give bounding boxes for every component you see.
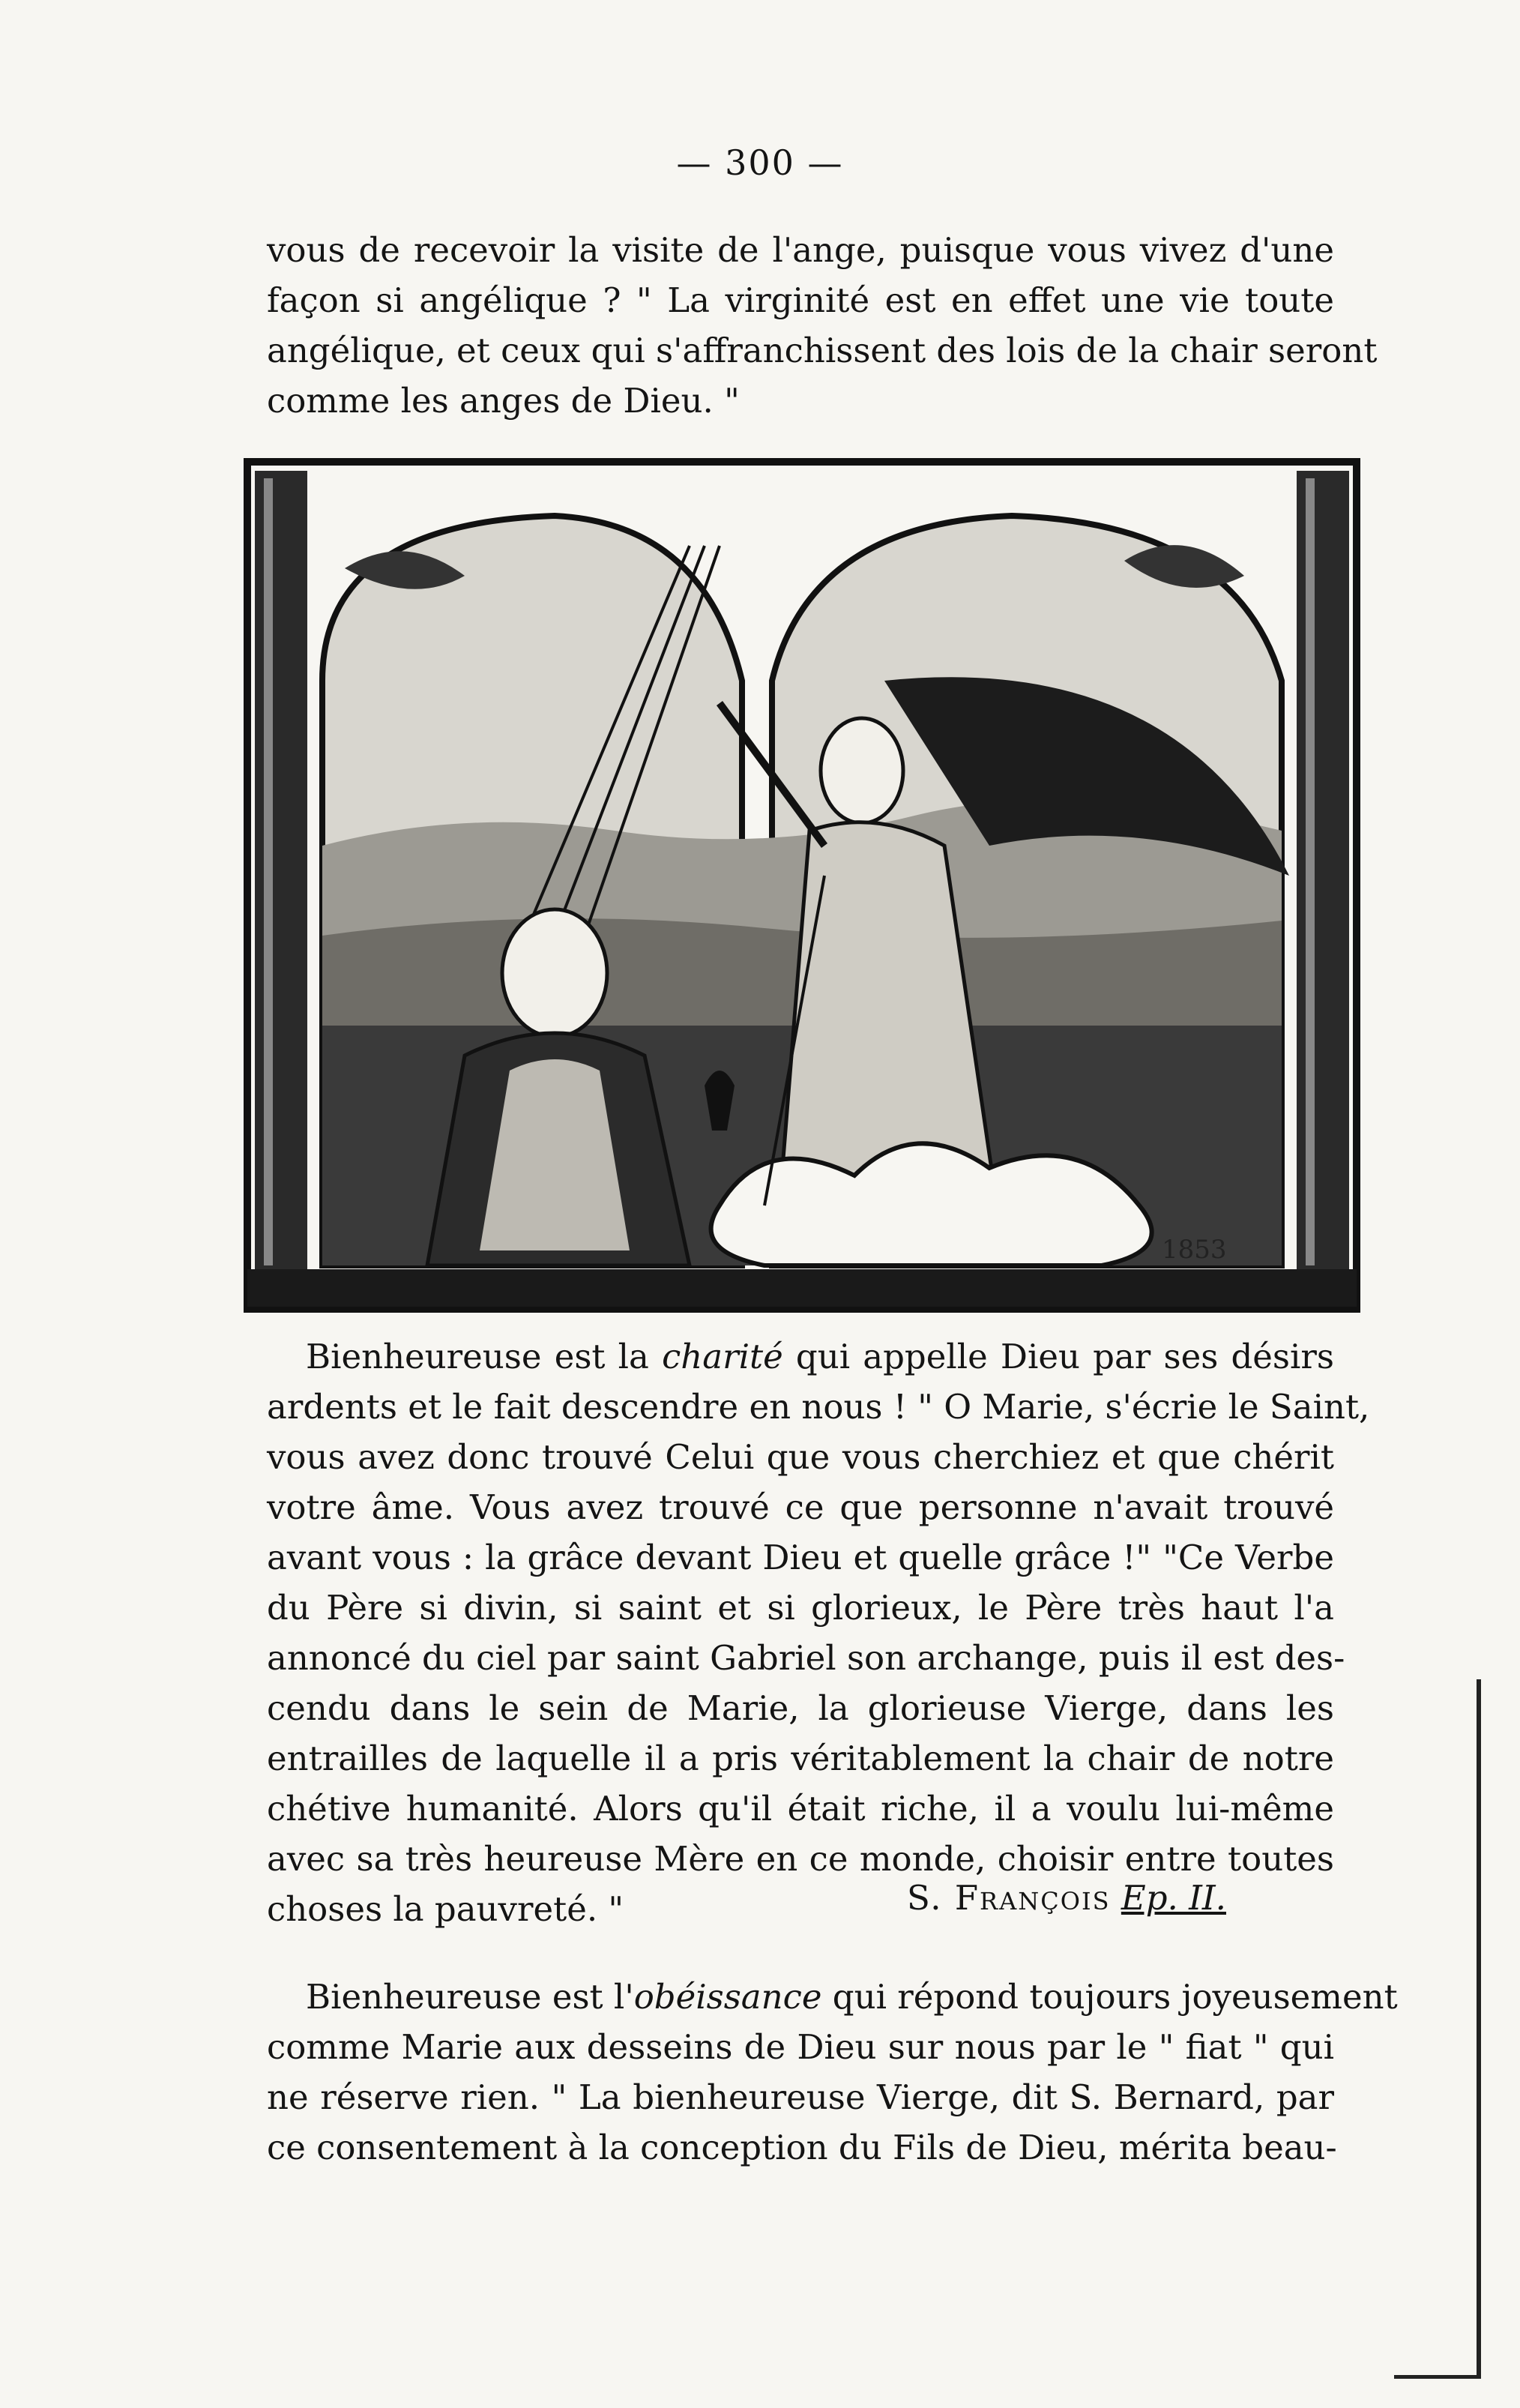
signature-reference: Ep. II. [1121, 1878, 1226, 1918]
page-number: — 300 — [676, 142, 844, 183]
text-line: avant vous : la grâce devant Dieu et quelle grâce !" "Ce Verbe [267, 1538, 1334, 1577]
text-line: angélique, et ceux qui s'affranchissent des lois de la chair seront [267, 331, 1378, 370]
text-line: vous de recevoir la visite de l'ange, puisque vous vivez d'une [267, 230, 1334, 270]
annunciation-engraving [240, 456, 1364, 1318]
lead-text: Bienheureuse est la [306, 1337, 649, 1376]
emphasis-charite: charité [662, 1337, 783, 1376]
text-line: ne réserve rien. " La bienheureuse Vierge, dit S. Bernard, par [267, 2077, 1334, 2117]
text-line: comme les anges de Dieu. " [267, 381, 740, 421]
signature [907, 1878, 1226, 1918]
text-line: votre âme. Vous avez trouvé ce que personne n'avait trouvé [267, 1487, 1334, 1527]
lead-rest: qui répond toujours joyeusement [832, 1977, 1398, 2017]
lead-rest: qui appelle Dieu par ses désirs [795, 1337, 1335, 1376]
text-line: chétive humanité. Alors qu'il était riche, il a voulu lui-même [267, 1789, 1334, 1828]
emphasis-obeissance: obéissance [633, 1977, 822, 2017]
lead-text: Bienheureuse est l' [306, 1977, 634, 2017]
signature-author: S. François [907, 1878, 1111, 1918]
paragraph-charite [267, 1331, 1370, 1934]
text-line: cendu dans le sein de Marie, la glorieuse Vierge, dans les [267, 1688, 1334, 1728]
text-line: vous avez donc trouvé Celui que vous cherchiez et que chérit [267, 1437, 1334, 1477]
text-line: choses la pauvreté. " [267, 1889, 624, 1929]
text-line: façon si angélique ? " La virginité est en effet une vie toute [267, 280, 1334, 320]
paragraph-obeissance [267, 1972, 1398, 2173]
text-line [267, 1331, 1334, 1382]
engraving-date: 1853 [1162, 1235, 1227, 1265]
text-line: ce consentement à la conception du Fils de Dieu, mérita beau- [267, 2128, 1337, 2167]
scan-border-right [1477, 1679, 1481, 2377]
text-line: ardents et le fait descendre en nous ! " O Marie, s'écrie le Saint, [267, 1387, 1370, 1427]
scan-border-bottom [1394, 2375, 1481, 2379]
text-line: annoncé du ciel par saint Gabriel son archange, puis il est des- [267, 1638, 1345, 1678]
text-line: comme Marie aux desseins de Dieu sur nous par le " fiat " qui [267, 2027, 1334, 2067]
text-line: entrailles de laquelle il a pris véritablement la chair de notre [267, 1739, 1334, 1778]
text-line [267, 1972, 1398, 2022]
text-line: du Père si divin, si saint et si glorieux, le Père très haut l'a [267, 1588, 1334, 1628]
text-line: avec sa très heureuse Mère en ce monde, choisir entre toutes [267, 1839, 1334, 1879]
paragraph-opening [267, 225, 1378, 426]
